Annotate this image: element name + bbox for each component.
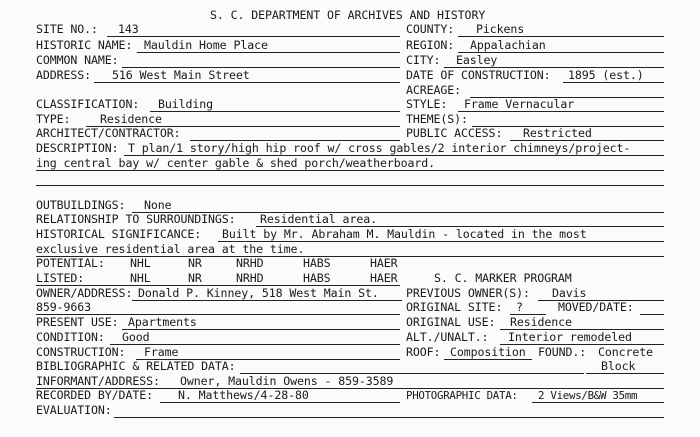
potential-nhl: NHL: [130, 256, 151, 270]
marker-program-heading: S. C. MARKER PROGRAM: [434, 271, 572, 285]
county-label: COUNTY:: [406, 22, 455, 36]
previous-owner-value: Davis: [552, 286, 587, 300]
owner-label: OWNER/ADDRESS:: [36, 286, 133, 300]
site-no-rule: [107, 36, 400, 37]
original-use-label: ORIGINAL USE:: [406, 315, 496, 329]
alteration-label: ALT./UNALT.:: [406, 330, 489, 344]
classification-rule: [150, 111, 400, 112]
address-label: ADDRESS:: [36, 68, 92, 82]
photographic-value: 2 Views/B&W 35mm: [538, 389, 638, 402]
construction-label: CONSTRUCTION:: [36, 345, 126, 359]
classification-value: Building: [158, 97, 214, 111]
moved-date-label: MOVED/DATE:: [558, 300, 634, 314]
description-rule-2: [36, 170, 664, 171]
present-use-label: PRESENT USE:: [36, 315, 119, 329]
listed-habs: HABS: [303, 271, 331, 285]
city-label: CITY:: [406, 53, 441, 67]
address-value: 516 West Main Street: [112, 68, 250, 82]
date-label: DATE OF CONSTRUCTION:: [406, 68, 551, 82]
county-value: Pickens: [476, 22, 525, 36]
architect-label: ARCHITECT/CONTRACTOR:: [36, 126, 181, 140]
foundation-value: Concrete: [598, 345, 654, 359]
condition-label: CONDITION:: [36, 330, 105, 344]
roof-label: ROOF:: [406, 345, 441, 359]
date-value: 1895 (est.): [568, 68, 644, 82]
owner-phone: 859-9663: [36, 300, 92, 314]
relationship-label: RELATIONSHIP TO SURROUNDINGS:: [36, 212, 236, 226]
type-value: Residence: [100, 112, 162, 126]
listed-haer: HAER: [370, 271, 398, 285]
date-rule: [563, 82, 664, 83]
public-access-label: PUBLIC ACCESS:: [406, 126, 503, 140]
potential-habs: HABS: [303, 256, 331, 270]
recorded-value: N. Matthews/4-28-80: [178, 388, 309, 402]
listed-label: LISTED:: [36, 271, 85, 285]
informant-label: INFORMANT/ADDRESS:: [36, 374, 160, 388]
description-line-2: ing central bay w/ center gable & shed porch/weatherboard.: [36, 156, 436, 170]
original-use-value: Residence: [510, 315, 572, 329]
acreage-label: ACREAGE:: [406, 83, 462, 97]
roof-value: Composition: [450, 345, 526, 359]
evaluation-rule: [114, 417, 664, 418]
alteration-value: Interior remodeled: [508, 330, 632, 344]
description-line-1: T plan/1 story/high hip roof w/ cross gables/2 interior chimneys/project-: [128, 141, 631, 155]
original-site-label: ORIGINAL SITE:: [406, 300, 503, 314]
relationship-value: Residential area.: [260, 212, 377, 226]
county-rule: [458, 36, 664, 37]
site-no-label: SITE NO.:: [36, 22, 98, 36]
style-value: Frame Vernacular: [464, 97, 575, 111]
present-use-rule: [122, 329, 400, 330]
previous-owner-label: PREVIOUS OWNER(S):: [406, 286, 530, 300]
historic-name-rule: [137, 52, 400, 53]
potential-label: POTENTIAL:: [36, 256, 105, 270]
historic-name-label: HISTORIC NAME:: [36, 38, 133, 52]
outbuildings-label: OUTBUILDINGS:: [36, 198, 126, 212]
significance-line-1: Built by Mr. Abraham M. Mauldin - located in the most: [222, 227, 587, 241]
recorded-label: RECORDED BY/DATE:: [36, 388, 153, 402]
foundation-rule: [586, 373, 664, 374]
photographic-label: PHOTOGRAPHIC DATA:: [406, 389, 518, 402]
style-rule: [458, 111, 664, 112]
evaluation-label: EVALUATION:: [36, 403, 112, 417]
listed-nhl: NHL: [130, 271, 151, 285]
significance-label: HISTORICAL SIGNIFICANCE:: [36, 227, 202, 241]
site-no-value: 143: [118, 22, 139, 36]
type-label: TYPE:: [36, 112, 71, 126]
present-use-value: Apartments: [128, 315, 197, 329]
moved-date-rule: [640, 314, 664, 315]
condition-value: Good: [122, 330, 150, 344]
region-value: Appalachian: [470, 38, 546, 52]
potential-nrhd: NRHD: [236, 256, 264, 270]
classification-label: CLASSIFICATION:: [36, 97, 140, 111]
description-rule-3: [36, 185, 664, 186]
bibliographic-label: BIBLIOGRAPHIC & RELATED DATA:: [36, 359, 236, 373]
description-label: DESCRIPTION:: [36, 141, 119, 155]
owner-rule: [132, 300, 402, 301]
city-value: Easley: [456, 53, 498, 67]
region-label: REGION:: [406, 38, 455, 52]
foundation-value-2: Block: [601, 359, 636, 373]
common-name-label: COMMON NAME:: [36, 53, 119, 67]
potential-nr: NR: [188, 256, 202, 270]
form-header: S. C. DEPARTMENT OF ARCHIVES AND HISTORY: [210, 8, 486, 22]
recorded-rule: [160, 402, 400, 403]
potential-haer: HAER: [370, 256, 398, 270]
original-site-value: ?: [516, 300, 523, 314]
foundation-label: FOUND.:: [538, 345, 587, 359]
listed-nr: NR: [188, 271, 202, 285]
significance-line-2: exclusive residential area at the time.: [36, 242, 305, 256]
photographic-rule: [532, 402, 664, 403]
construction-value: Frame: [144, 345, 179, 359]
historic-name-value: Mauldin Home Place: [144, 38, 268, 52]
roof-rule: [444, 359, 532, 360]
public-access-value: Restricted: [523, 126, 592, 140]
owner-value: Donald P. Kinney, 518 West Main St.: [138, 286, 379, 300]
style-label: STYLE:: [406, 97, 448, 111]
outbuildings-value: None: [144, 198, 172, 212]
themes-label: THEME(S):: [406, 112, 468, 126]
address-rule: [94, 82, 400, 83]
informant-value: Owner, Mauldin Owens - 859-3589: [180, 374, 394, 388]
listed-nrhd: NRHD: [236, 271, 264, 285]
